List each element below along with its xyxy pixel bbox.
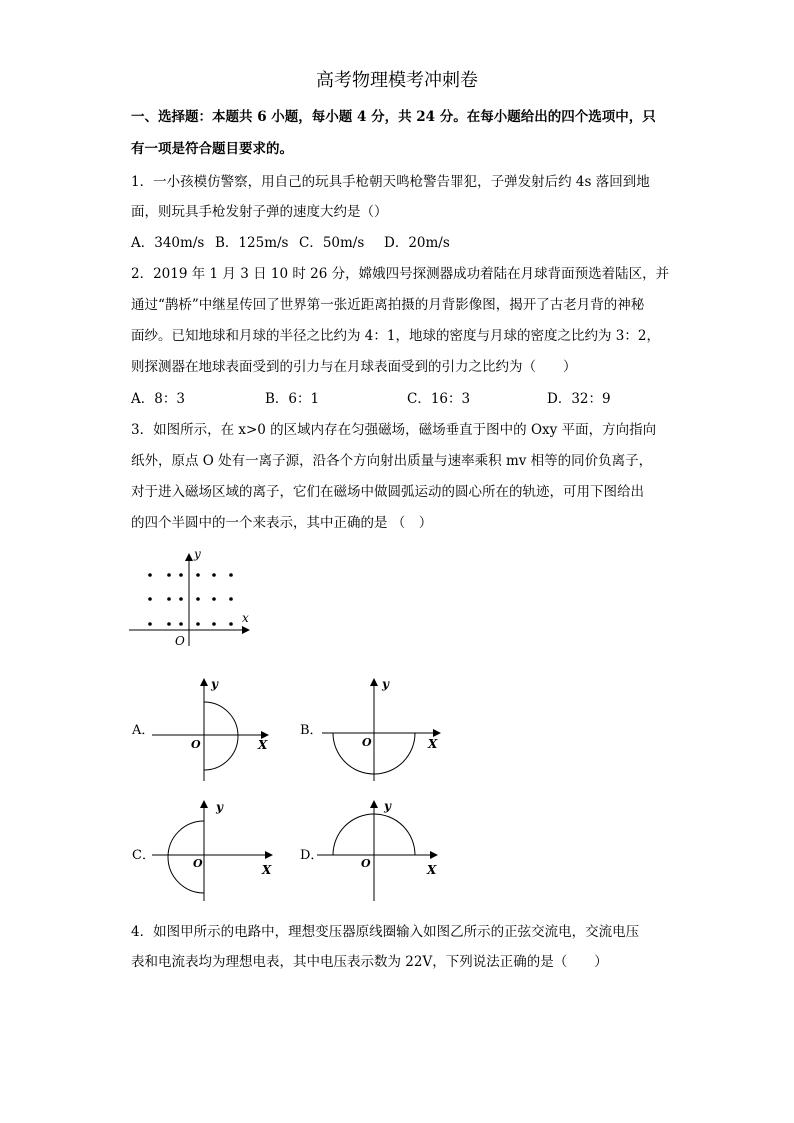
q4-line1: 4．如图甲所示的电路中，理想变压器原线圈输入如图乙所示的正弦交流电，交流电压 [131, 924, 640, 940]
q1-option-d: D．20m/s [384, 235, 450, 251]
field-dots [148, 573, 233, 626]
svg-text:X: X [258, 738, 268, 752]
choice-c-label: C． [132, 848, 155, 863]
choice-a-semicircle [204, 702, 238, 770]
q2-line3: 面纱。已知地球和月球的半径之比约为 4：1，地球的密度与月球的密度之比约为 3：2， [131, 328, 660, 344]
q2-line2: 通过“鹊桥”中继星传回了世界第一张近距离拍摄的月背影像图，揭开了古老月背的神秘 [131, 297, 645, 313]
q1-line1: 1．一小孩模仿警察，用自己的玩具手枪朝天鸣枪警告罪犯，子弹发射后约 4s 落回到地 [131, 174, 650, 190]
q2-option-a: A．8：3 [131, 391, 185, 407]
svg-text:y: y [384, 799, 391, 813]
svg-text:X: X [262, 863, 272, 877]
svg-text:X: X [428, 737, 438, 751]
choice-c-diagram [150, 797, 280, 905]
q3-line3: 对于进入磁场区域的离子，它们在磁场中做圆弧运动的圆心所在的轨迹，可用下图给出 [131, 484, 644, 500]
choice-a-label: A． [132, 723, 155, 738]
q3-line1: 3．如图所示，在 x>0 的区域内存在匀强磁场，磁场垂直于图中的 Oxy 平面，方向指向 [131, 422, 657, 438]
choice-d-diagram [315, 797, 445, 905]
q2-option-d: D．32：9 [547, 391, 611, 407]
q4-line2: 表和电流表均为理想电表，其中电压表示数为 22V，下列说法正确的是（ ） [131, 954, 608, 970]
q2-option-c: C．16：3 [407, 391, 471, 407]
fig-y-label: y [194, 548, 201, 561]
choice-b-diagram [320, 675, 445, 785]
svg-text:y: y [382, 677, 389, 691]
q1-option-b: B．125m/s [215, 235, 289, 251]
choice-a-diagram [150, 675, 275, 785]
q3-line2: 纸外，原点 O 处有一离子源，沿各个方向射出质量与速率乘积 mv 相等的同价负离子， [131, 453, 653, 469]
choice-d-label: D． [300, 848, 324, 863]
svg-text:y: y [216, 800, 223, 814]
exam-title: 高考物理模考冲刺卷 [316, 70, 478, 91]
fig-x-label: x [242, 611, 249, 625]
svg-text:O: O [193, 857, 203, 870]
svg-text:O: O [361, 857, 371, 870]
fig-origin-label: O [175, 634, 185, 648]
section-heading-line2: 有一项是符合题目要求的。 [131, 141, 293, 157]
svg-text:O: O [362, 736, 372, 749]
q2-line4: 则探测器在地球表面受到的引力与在月球表面受到的引力之比约为（ ） [131, 359, 577, 375]
svg-text:X: X [427, 863, 437, 877]
q2-option-b: B．6：1 [265, 391, 320, 407]
q1-option-c: C．50m/s [299, 235, 365, 251]
q1-option-a: A．340m/s [131, 235, 205, 251]
svg-text:y: y [211, 677, 218, 691]
section-heading-line1: 一、选择题：本题共 6 小题，每小题 4 分，共 24 分。在每小题给出的四个选项中，只 [131, 109, 656, 125]
choice-b-label: B． [300, 723, 323, 738]
magnetic-field-figure [125, 548, 260, 650]
q2-line1: 2．2019 年 1 月 3 日 10 时 26 分，嫦娥四号探测器成功着陆在月球背面预选着陆区，并 [131, 266, 670, 282]
svg-text:O: O [191, 738, 201, 751]
q1-line2: 面，则玩具手枪发射子弹的速度大约是（） [131, 204, 388, 220]
q3-line4: 的四个半圆中的一个来表示，其中正确的是 （ ） [131, 515, 433, 531]
